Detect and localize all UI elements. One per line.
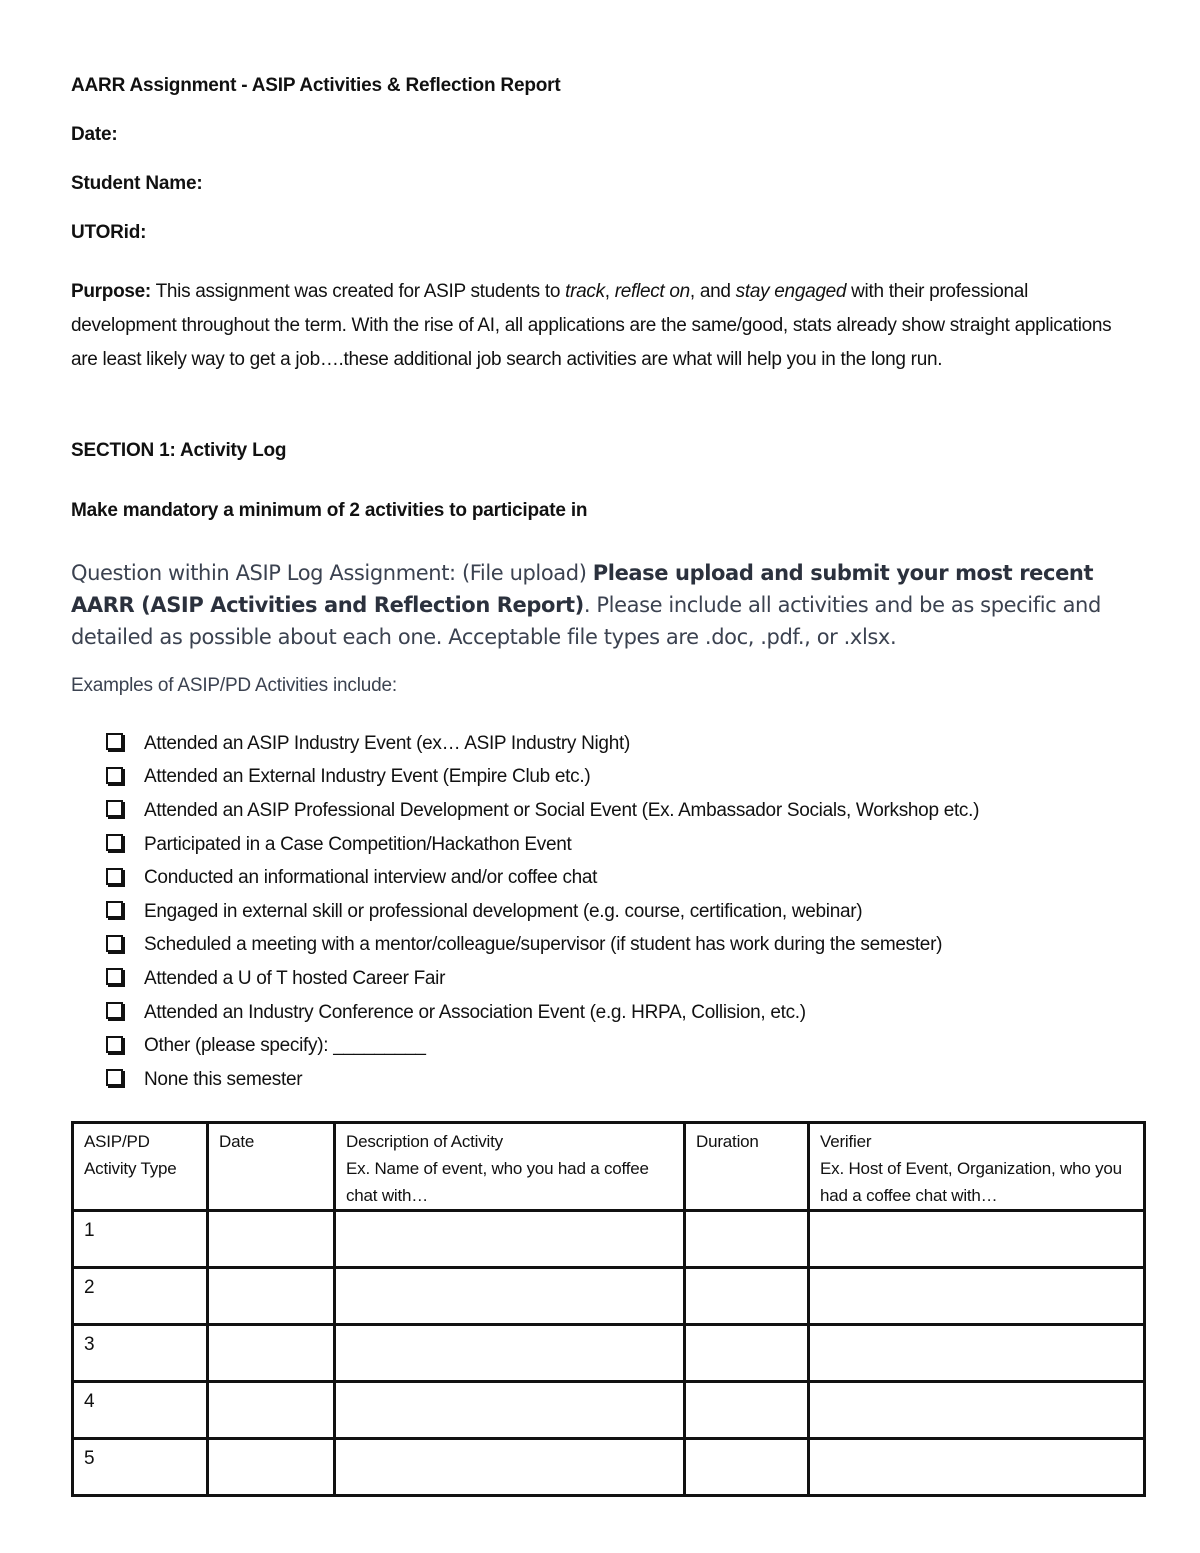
question-suffix: . Please include all activities and be as specific and detailed as possible about each one. Acceptable file types are .doc, .pdf., or .xlsx. bbox=[71, 593, 1101, 649]
activity-label: Other (please specify): _________ bbox=[144, 1035, 426, 1057]
checkbox-icon[interactable] bbox=[106, 868, 123, 885]
purpose-sep-2: , and bbox=[689, 281, 736, 302]
duration-cell[interactable] bbox=[685, 1382, 809, 1439]
purpose-paragraph bbox=[71, 275, 1121, 377]
header-line: Description of Activity bbox=[346, 1132, 503, 1151]
activity-item bbox=[106, 794, 979, 828]
duration-cell[interactable] bbox=[685, 1439, 809, 1496]
description-cell[interactable] bbox=[335, 1325, 685, 1382]
purpose-text-2: with their professional development throughout the term. With the rise of AI, all applications are the same/good, stats already show straight applications are least likely way to get a job….these additional job search activities are what will help you in the long run. bbox=[71, 281, 1112, 370]
row-number: 5 bbox=[73, 1439, 208, 1496]
header-line: Ex. Host of Event, Organization, who you had a coffee chat with… bbox=[820, 1159, 1122, 1205]
header-date bbox=[208, 1123, 335, 1211]
checkbox-icon[interactable] bbox=[106, 935, 123, 952]
description-cell[interactable] bbox=[335, 1382, 685, 1439]
question-text bbox=[71, 557, 1136, 653]
date-cell[interactable] bbox=[208, 1268, 335, 1325]
activity-item bbox=[106, 929, 979, 963]
description-cell[interactable] bbox=[335, 1268, 685, 1325]
activity-item bbox=[106, 962, 979, 996]
activity-label: Attended an ASIP Industry Event (ex… ASIP Industry Night) bbox=[144, 732, 630, 754]
header-line: Verifier bbox=[820, 1132, 872, 1151]
checkbox-icon[interactable] bbox=[106, 1069, 123, 1086]
activity-item bbox=[106, 1029, 979, 1063]
row-number: 3 bbox=[73, 1325, 208, 1382]
document-title: AARR Assignment - ASIP Activities & Reflection Report bbox=[71, 75, 561, 96]
header-verifier bbox=[809, 1123, 1145, 1211]
row-number: 1 bbox=[73, 1211, 208, 1268]
purpose-em-track: track bbox=[565, 281, 605, 302]
checkbox-icon[interactable] bbox=[106, 1036, 123, 1053]
purpose-em-engaged: stay engaged bbox=[735, 281, 847, 302]
table-row bbox=[73, 1439, 1145, 1496]
table-row bbox=[73, 1325, 1145, 1382]
verifier-cell[interactable] bbox=[809, 1325, 1145, 1382]
verifier-cell[interactable] bbox=[809, 1439, 1145, 1496]
activity-label: None this semester bbox=[144, 1068, 303, 1090]
activity-item bbox=[106, 861, 979, 895]
checkbox-icon[interactable] bbox=[106, 901, 123, 918]
table-row bbox=[73, 1382, 1145, 1439]
mandatory-note: Make mandatory a minimum of 2 activities to participate in bbox=[71, 500, 588, 521]
verifier-cell[interactable] bbox=[809, 1382, 1145, 1439]
verifier-cell[interactable] bbox=[809, 1268, 1145, 1325]
description-cell[interactable] bbox=[335, 1439, 685, 1496]
activity-item bbox=[106, 761, 979, 795]
date-cell[interactable] bbox=[208, 1211, 335, 1268]
activity-label: Conducted an informational interview and/or coffee chat bbox=[144, 867, 598, 889]
duration-cell[interactable] bbox=[685, 1325, 809, 1382]
purpose-label: Purpose: bbox=[71, 281, 151, 302]
examples-label: Examples of ASIP/PD Activities include: bbox=[71, 675, 397, 696]
header-line: ASIP/PD bbox=[84, 1132, 150, 1151]
activity-label: Attended an External Industry Event (Empire Club etc.) bbox=[144, 766, 591, 788]
header-description bbox=[335, 1123, 685, 1211]
checkbox-icon[interactable] bbox=[106, 767, 123, 784]
row-number: 4 bbox=[73, 1382, 208, 1439]
duration-cell[interactable] bbox=[685, 1211, 809, 1268]
row-number: 2 bbox=[73, 1268, 208, 1325]
activity-label: Attended a U of T hosted Career Fair bbox=[144, 967, 446, 989]
date-cell[interactable] bbox=[208, 1439, 335, 1496]
description-cell[interactable] bbox=[335, 1211, 685, 1268]
activity-item bbox=[106, 1063, 979, 1097]
duration-cell[interactable] bbox=[685, 1268, 809, 1325]
checkbox-icon[interactable] bbox=[106, 1002, 123, 1019]
checkbox-icon[interactable] bbox=[106, 733, 123, 750]
utorid-label: UTORid: bbox=[71, 222, 147, 243]
checkbox-icon[interactable] bbox=[106, 968, 123, 985]
header-line: Duration bbox=[696, 1132, 759, 1151]
purpose-em-reflect: reflect on bbox=[614, 281, 690, 302]
checkbox-icon[interactable] bbox=[106, 800, 123, 817]
activity-item bbox=[106, 895, 979, 929]
date-label: Date: bbox=[71, 124, 118, 145]
table-row bbox=[73, 1268, 1145, 1325]
checkbox-icon[interactable] bbox=[106, 834, 123, 851]
date-cell[interactable] bbox=[208, 1382, 335, 1439]
purpose-text-1: This assignment was created for ASIP students to bbox=[150, 281, 566, 302]
question-prefix: Question within ASIP Log Assignment: (File upload) bbox=[71, 561, 593, 585]
table-row bbox=[73, 1211, 1145, 1268]
activity-label: Engaged in external skill or professional development (e.g. course, certification, webinar) bbox=[144, 900, 863, 922]
header-activity-type bbox=[73, 1123, 208, 1211]
question-bold: Please upload and submit your most recent AARR (ASIP Activities and Reflection Report) bbox=[71, 561, 1094, 617]
activity-label: Participated in a Case Competition/Hackathon Event bbox=[144, 833, 572, 855]
student-name-label: Student Name: bbox=[71, 173, 203, 194]
table-header-row bbox=[73, 1123, 1145, 1211]
header-duration bbox=[685, 1123, 809, 1211]
verifier-cell[interactable] bbox=[809, 1211, 1145, 1268]
header-line: Activity Type bbox=[84, 1159, 177, 1178]
purpose-sep-1: , bbox=[604, 281, 615, 302]
activity-label: Attended an ASIP Professional Development or Social Event (Ex. Ambassador Socials, Workshop etc.) bbox=[144, 799, 980, 821]
activity-checklist bbox=[106, 727, 979, 1097]
activity-item bbox=[106, 996, 979, 1030]
activity-item bbox=[106, 828, 979, 862]
header-line: Ex. Name of event, who you had a coffee chat with… bbox=[346, 1159, 649, 1205]
activity-label: Scheduled a meeting with a mentor/colleague/supervisor (if student has work during the semester) bbox=[144, 934, 943, 956]
activity-label: Attended an Industry Conference or Association Event (e.g. HRPA, Collision, etc.) bbox=[144, 1001, 806, 1023]
activity-log-table bbox=[71, 1121, 1146, 1497]
date-cell[interactable] bbox=[208, 1325, 335, 1382]
header-line: Date bbox=[219, 1132, 255, 1151]
section-heading: SECTION 1: Activity Log bbox=[71, 440, 287, 461]
activity-item bbox=[106, 727, 979, 761]
